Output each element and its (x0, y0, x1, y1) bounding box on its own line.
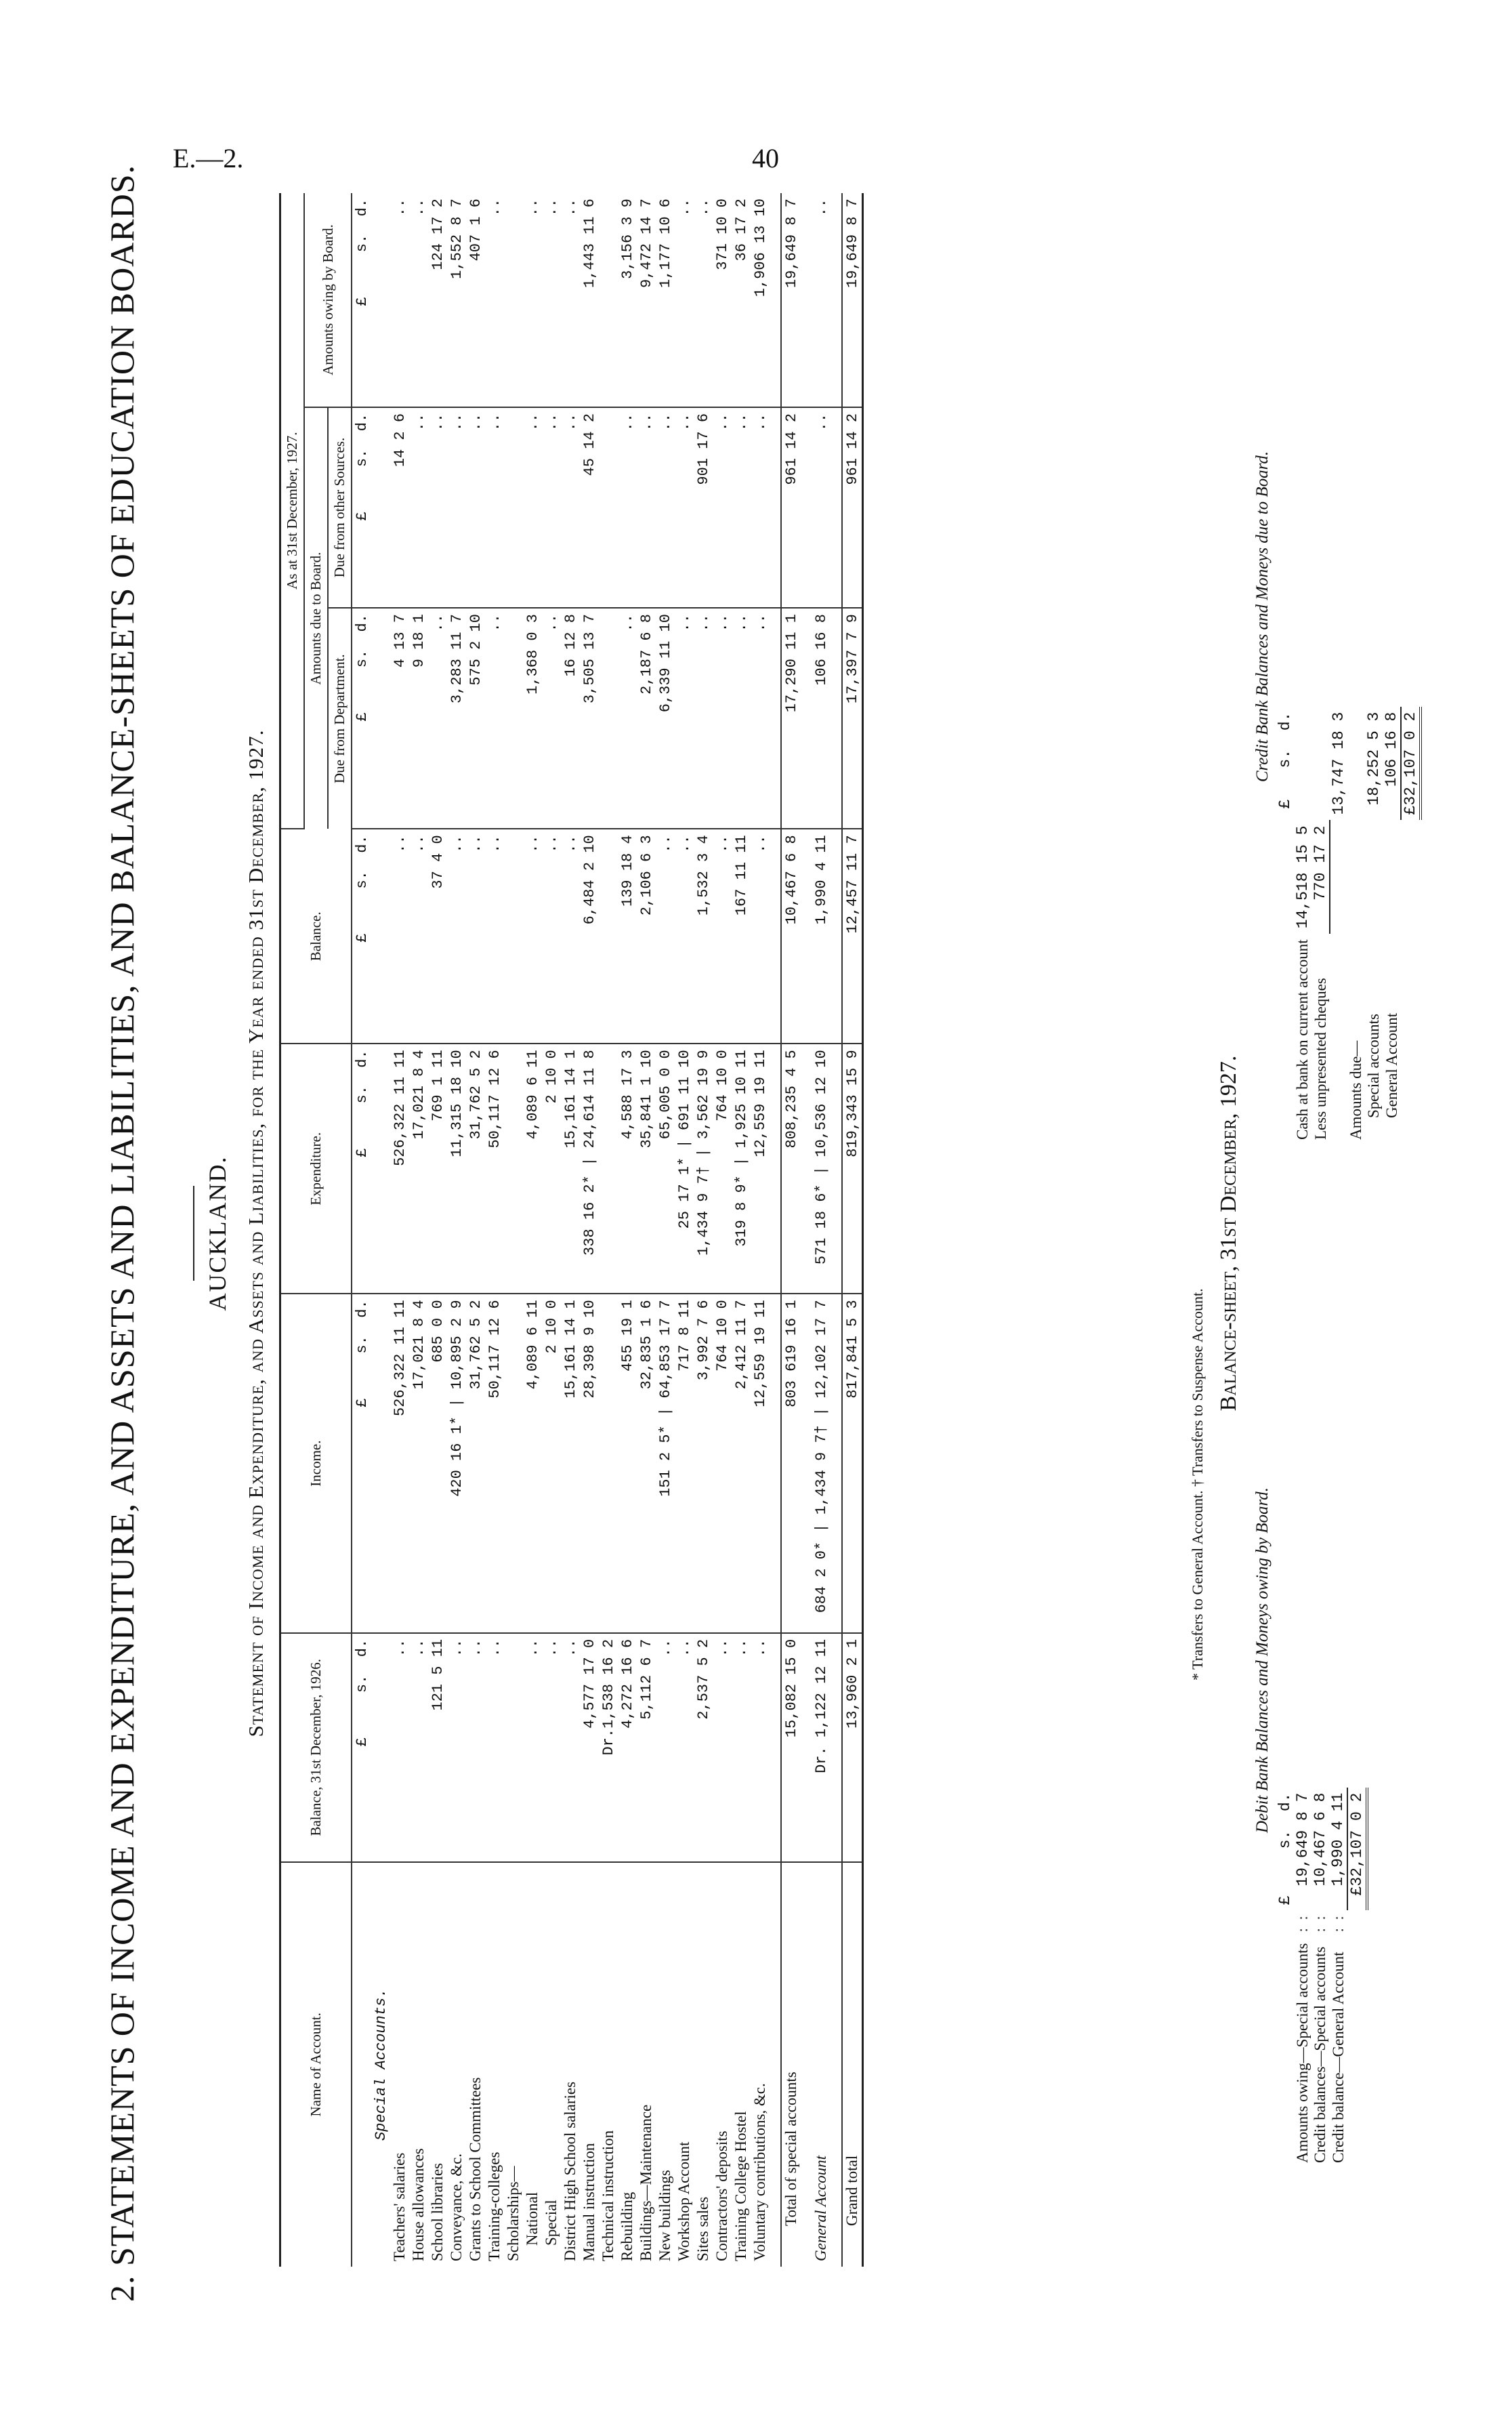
credit-special-label: Special accounts (1365, 1014, 1382, 1118)
cell-other: .. (637, 407, 656, 608)
cell-owe: .. (675, 193, 694, 407)
cell-owe: 1,906 13 10 (751, 193, 770, 407)
debit-heading: Debit Bank Balances and Moneys owing by Board. (1253, 1487, 1272, 1834)
cell-other: 901 17 6 (694, 407, 713, 608)
cell-exp: 526,322 11 11 (390, 1044, 409, 1294)
cell-dept: .. (732, 608, 751, 829)
cell-exp (599, 1044, 618, 1294)
credit-section (1253, 88, 1422, 1145)
spacer-row (831, 193, 842, 2267)
cell-bal: 6,484 2 10 (580, 829, 599, 1044)
cell-owe: .. (390, 193, 409, 407)
cell-dept: .. (428, 608, 447, 829)
cell-other: .. (523, 407, 542, 608)
cell-exp: 15,161 14 1 (561, 1044, 580, 1294)
cell-inc: 2 10 0 (542, 1294, 561, 1633)
debit-row: Amounts owing—Special accounts : : 19,649 8 7 (1294, 1788, 1311, 2168)
unit-label: £ s. d. (352, 1633, 371, 1862)
general-account-row (812, 193, 831, 2267)
cell-exp: 2 10 0 (542, 1044, 561, 1294)
table-row (485, 193, 504, 2267)
cell-exp: 1,434 9 7† | 3,562 19 9 (694, 1044, 713, 1294)
cell-b26: .. (732, 1633, 751, 1862)
page-reference: E.—2. (173, 143, 244, 173)
cell-dept: .. (694, 608, 713, 829)
cell-inc: 764 10 0 (713, 1294, 732, 1633)
table-row (732, 193, 751, 2267)
cell-inc (599, 1294, 618, 1633)
cell-inc: 4,089 6 11 (523, 1294, 542, 1633)
account-name: Training College Hostel (732, 2111, 749, 2261)
cell-owe: .. (523, 193, 542, 407)
cell-owe: 1,443 11 6 (580, 193, 599, 407)
cell-inc: 717 8 11 (675, 1294, 694, 1633)
cell-inc: 420 16 1* | 10,895 2 9 (447, 1294, 466, 1633)
cell-other: .. (656, 407, 675, 608)
section-row (371, 193, 390, 2267)
unit-label: £ s. d. (352, 1294, 371, 1633)
account-name: Voluntary contributions, &c. (751, 2083, 768, 2261)
account-name: National (524, 2191, 541, 2261)
cell-inc: 684 2 0* | 1,434 9 7† | 12,102 17 7 (812, 1294, 831, 1633)
credit-less-value: 770 17 2 (1311, 825, 1329, 901)
debit-row: Credit balances—Special accounts : : 10,467 6 8 (1311, 1788, 1329, 2168)
cell-other: .. (542, 407, 561, 608)
cell-inc: 31,762 5 2 (466, 1294, 485, 1633)
cell-dept: .. (485, 608, 504, 829)
debit-label: Credit balance—General Account (1329, 1952, 1347, 2163)
cell-bal: .. (542, 829, 561, 1044)
spacer-row (770, 193, 781, 2267)
cell-b26: .. (542, 1633, 561, 1862)
cell-b26: .. (466, 1633, 485, 1862)
cell-exp: 31,762 5 2 (466, 1044, 485, 1294)
account-name: Sites sales (694, 2196, 711, 2261)
cell-other: .. (409, 407, 428, 608)
cell-exp: 35,841 1 10 (637, 1044, 656, 1294)
cell-other: .. (561, 407, 580, 608)
cell-owe: 19,649 8 7 (781, 193, 801, 407)
debit-section (1253, 1152, 1368, 2168)
col-header-as-at: As at 31st December, 1927. (280, 193, 305, 829)
unit-label: £ s. d. (352, 193, 371, 407)
cell-bal: 1,990 4 11 (812, 829, 831, 1044)
table-row (409, 193, 428, 2267)
debit-value: 19,649 8 7 (1294, 1792, 1311, 1887)
cell-b26: Dr. 1,122 12 11 (812, 1633, 831, 1862)
cell-b26: 13,960 2 1 (842, 1633, 863, 1862)
footnote: * Transfers to General Account. † Transfers to Suspense Account. (1189, 1288, 1206, 1681)
cell-other: 961 14 2 (781, 407, 801, 608)
cell-owe: .. (485, 193, 504, 407)
col-header-due-other: Due from other Sources. (328, 407, 352, 608)
total-row (781, 193, 801, 2267)
col-header-due-dept: Due from Department. (328, 608, 352, 829)
table-row (694, 193, 713, 2267)
cell-inc (504, 1294, 523, 1633)
account-name: Workshop Account (675, 2141, 692, 2261)
cell-exp: 65,005 0 0 (656, 1044, 675, 1294)
cell-bal: .. (466, 829, 485, 1044)
cell-exp (504, 1044, 523, 1294)
cell-b26: 4,577 17 0 (580, 1633, 599, 1862)
cell-owe: 9,472 14 7 (637, 193, 656, 407)
accounts-table (279, 193, 864, 2267)
cell-inc: 685 0 0 (428, 1294, 447, 1633)
credit-net-value: 13,747 18 3 (1330, 712, 1347, 815)
debit-label: Amounts owing—Special accounts (1294, 1943, 1311, 2163)
cell-inc: 15,161 14 1 (561, 1294, 580, 1633)
cell-b26: .. (675, 1633, 694, 1862)
col-header-owing: Amounts owing by Board. (304, 193, 352, 407)
region-heading: AUCKLAND. (204, 1155, 231, 1311)
cell-b26: .. (561, 1633, 580, 1862)
cell-owe (504, 193, 523, 407)
spacer-row (801, 193, 812, 2267)
unit-label: £ s. d. (352, 407, 371, 608)
cell-owe (599, 193, 618, 407)
account-name: Total of special accounts (781, 1862, 801, 2267)
cell-other: 14 2 6 (390, 407, 409, 608)
cell-bal: .. (561, 829, 580, 1044)
cell-b26 (504, 1633, 523, 1862)
table-row (580, 193, 599, 2267)
account-name: Scholarships— (505, 2166, 522, 2261)
cell-dept: .. (618, 608, 637, 829)
main-title: 2. STATEMENTS OF INCOME AND EXPENDITURE, AND ASSETS AND LIABILITIES, AND BALANCE-SHEETS OF EDUCATION BOARDS. (103, 164, 141, 2303)
cell-other: .. (751, 407, 770, 608)
cell-b26: 2,537 5 2 (694, 1633, 713, 1862)
col-header-balance-1926: Balance, 31st December, 1926. (280, 1633, 352, 1862)
cell-b26: Dr.1,538 16 2 (599, 1633, 618, 1862)
credit-heading: Credit Bank Balances and Moneys due to Board. (1253, 451, 1272, 783)
cell-dept: 3,505 13 7 (580, 608, 599, 829)
col-header-due-to-board: Amounts due to Board. (304, 407, 328, 829)
table-row (618, 193, 637, 2267)
cell-bal: 37 4 0 (428, 829, 447, 1044)
cell-other: .. (812, 407, 831, 608)
table-row (599, 193, 618, 2267)
account-name: Special (543, 2200, 560, 2261)
table-row (466, 193, 485, 2267)
cell-inc: 817,841 5 3 (842, 1294, 863, 1633)
cell-owe: .. (694, 193, 713, 407)
cell-inc: 803 619 16 1 (781, 1294, 801, 1633)
cell-bal: .. (390, 829, 409, 1044)
cell-b26: 5,112 6 7 (637, 1633, 656, 1862)
cell-other: .. (675, 407, 694, 608)
units-row (352, 193, 371, 2267)
cell-exp: 11,315 18 10 (447, 1044, 466, 1294)
cell-other: .. (428, 407, 447, 608)
table-row (390, 193, 409, 2267)
cell-b26: .. (390, 1633, 409, 1862)
cell-other: 45 14 2 (580, 407, 599, 608)
cell-b26: .. (751, 1633, 770, 1862)
account-name: Contractors' deposits (713, 2130, 730, 2261)
cell-inc: 17,021 8 4 (409, 1294, 428, 1633)
cell-owe: 1,552 8 7 (447, 193, 466, 407)
table-row (561, 193, 580, 2267)
col-header-expenditure: Expenditure. (280, 1044, 352, 1294)
cell-owe: 3,156 3 9 (618, 193, 637, 407)
cell-exp: 12,559 19 11 (751, 1044, 770, 1294)
debit-value: 10,467 6 8 (1311, 1792, 1329, 1887)
cell-bal: .. (656, 829, 675, 1044)
cell-bal: 167 11 11 (732, 829, 751, 1044)
cell-b26: .. (656, 1633, 675, 1862)
col-header-account: Name of Account. (280, 1862, 352, 2267)
cell-b26: .. (523, 1633, 542, 1862)
cell-other: .. (485, 407, 504, 608)
cell-bal: .. (447, 829, 466, 1044)
cell-other: .. (447, 407, 466, 608)
cell-owe: 19,649 8 7 (842, 193, 863, 407)
statement-heading: Statement of Income and Expenditure, and Assets and Liabilities, for the Year ended 31st December, 1927. (244, 729, 268, 1737)
cell-dept (599, 608, 618, 829)
cell-dept: 17,290 11 1 (781, 608, 801, 829)
cell-bal (504, 829, 523, 1044)
grand-total-row (842, 193, 863, 2267)
balance-sheet-title: Balance-sheet, 31st December, 1927. (1216, 1055, 1241, 1411)
cell-exp: 764 10 0 (713, 1044, 732, 1294)
credit-general-value: 106 16 8 (1383, 712, 1400, 787)
cell-inc: 32,835 1 6 (637, 1294, 656, 1633)
cell-exp: 338 16 2* | 24,614 11 8 (580, 1044, 599, 1294)
debit-label: Credit balances—Special accounts (1311, 1946, 1328, 2163)
table-row (656, 193, 675, 2267)
rotated-page-content (102, 75, 1456, 2392)
credit-cash-label: Cash at bank on current account (1294, 939, 1311, 1140)
debit-table (1276, 1788, 1368, 2168)
cell-dept: 9 18 1 (409, 608, 428, 829)
accounts-body (352, 193, 863, 2267)
cell-dept: 16 12 8 (561, 608, 580, 829)
table-row (428, 193, 447, 2267)
cell-dept: 1,368 0 3 (523, 608, 542, 829)
account-name: Technical instruction (600, 2130, 616, 2261)
cell-bal: .. (751, 829, 770, 1044)
cell-owe: 407 1 6 (466, 193, 485, 407)
table-row (713, 193, 732, 2267)
cell-owe: 371 10 0 (713, 193, 732, 407)
cell-dept: 106 16 8 (812, 608, 831, 829)
cell-b26: .. (713, 1633, 732, 1862)
account-name: Manual instruction (581, 2143, 597, 2261)
table-row (542, 193, 561, 2267)
cell-bal: .. (409, 829, 428, 1044)
account-name: Buildings—Maintenance (637, 2104, 654, 2261)
cell-other: .. (466, 407, 485, 608)
cell-exp: 819,343 15 9 (842, 1044, 863, 1294)
cell-exp: 25 17 1* | 691 11 10 (675, 1044, 694, 1294)
table-row (523, 193, 542, 2267)
cell-dept: .. (713, 608, 732, 829)
cell-inc: 28,398 9 10 (580, 1294, 599, 1633)
account-name: Training-colleges (486, 2151, 503, 2261)
cell-bal: 12,457 11 7 (842, 829, 863, 1044)
cell-dept: 6,339 11 10 (656, 608, 675, 829)
credit-total: £32,107 0 2 (1401, 707, 1421, 821)
table-row (637, 193, 656, 2267)
cell-dept: .. (675, 608, 694, 829)
cell-dept: .. (542, 608, 561, 829)
cell-bal: .. (713, 829, 732, 1044)
unit-label: £ s. d. (352, 1044, 371, 1294)
table-row (675, 193, 694, 2267)
debit-value: 1,990 4 11 (1329, 1792, 1347, 1887)
cell-other: .. (618, 407, 637, 608)
cell-owe: 124 17 2 (428, 193, 447, 407)
account-name: Grants to School Committees (467, 2077, 484, 2261)
account-name: Rebuilding (618, 2191, 635, 2261)
cell-bal: .. (485, 829, 504, 1044)
cell-exp: 571 18 6* | 10,536 12 10 (812, 1044, 831, 1294)
cell-inc: 3,992 7 6 (694, 1294, 713, 1633)
cell-inc: 151 2 5* | 64,853 17 7 (656, 1294, 675, 1633)
cell-dept (504, 608, 523, 829)
col-header-balance: Balance. (280, 829, 352, 1044)
account-name: School libraries (429, 2163, 446, 2261)
account-name: Teachers' salaries (391, 2152, 408, 2261)
cell-b26: 4,272 16 6 (618, 1633, 637, 1862)
unit-sd: s. d. (1276, 712, 1294, 768)
cell-dept: 4 13 7 (390, 608, 409, 829)
table-row (751, 193, 770, 2267)
unit-label: £ s. d. (352, 829, 371, 1044)
account-name: Conveyance, &c. (448, 2153, 465, 2261)
cell-owe: 36 17 2 (732, 193, 751, 407)
account-name: New buildings (656, 2170, 673, 2261)
table-row (504, 193, 523, 2267)
credit-general-label: General Account (1383, 1012, 1400, 1118)
cell-bal: 10,467 6 8 (781, 829, 801, 1044)
credit-special-value: 18,252 5 3 (1365, 712, 1383, 806)
credit-cash-value: 14,518 15 5 (1294, 825, 1311, 929)
table-row (447, 193, 466, 2267)
cell-exp: 4,588 17 3 (618, 1044, 637, 1294)
account-name: General Account (812, 2155, 829, 2261)
unit-lsd: £ s. d. (1276, 1792, 1294, 1905)
cell-dept: 575 2 10 (466, 608, 485, 829)
cell-dept: 2,187 6 8 (637, 608, 656, 829)
cell-owe: 1,177 10 6 (656, 193, 675, 407)
credit-less-label: Less unpresented cheques (1311, 978, 1329, 1140)
cell-exp: 4,089 6 11 (523, 1044, 542, 1294)
credit-table (1276, 707, 1422, 1145)
cell-bal: 139 18 4 (618, 829, 637, 1044)
cell-owe: .. (812, 193, 831, 407)
cell-dept: .. (751, 608, 770, 829)
col-header-income: Income. (280, 1294, 352, 1633)
account-name: District High School salaries (562, 2081, 579, 2261)
debit-total: £32,107 0 2 (1347, 1788, 1367, 1911)
cell-other: .. (732, 407, 751, 608)
cell-exp: 808,235 4 5 (781, 1044, 801, 1294)
cell-other (599, 407, 618, 608)
cell-bal: .. (523, 829, 542, 1044)
account-name: House allowances (410, 2148, 427, 2261)
cell-owe: .. (409, 193, 428, 407)
cell-inc: 2,412 11 7 (732, 1294, 751, 1633)
cell-b26: .. (409, 1633, 428, 1862)
cell-bal (599, 829, 618, 1044)
cell-other: .. (713, 407, 732, 608)
cell-inc: 455 19 1 (618, 1294, 637, 1633)
cell-bal: 2,106 6 3 (637, 829, 656, 1044)
unit-label: £ s. d. (352, 608, 371, 829)
cell-exp: 769 1 11 (428, 1044, 447, 1294)
cell-b26: .. (447, 1633, 466, 1862)
credit-due-label: Amounts due— (1347, 1040, 1364, 1140)
cell-b26: 121 5 11 (428, 1633, 447, 1862)
section-label: Special Accounts. (372, 1988, 390, 2141)
cell-exp: 17,021 8 4 (409, 1044, 428, 1294)
cell-bal: 1,532 3 4 (694, 829, 713, 1044)
cell-dept: 17,397 7 9 (842, 608, 863, 829)
cell-owe: .. (542, 193, 561, 407)
cell-inc: 12,559 19 11 (751, 1294, 770, 1633)
cell-inc: 526,322 11 11 (390, 1294, 409, 1633)
cell-exp: 319 8 9* | 1,925 10 11 (732, 1044, 751, 1294)
cell-other (504, 407, 523, 608)
cell-b26: .. (485, 1633, 504, 1862)
cell-inc: 50,117 12 6 (485, 1294, 504, 1633)
cell-owe: .. (561, 193, 580, 407)
cell-dept: 3,283 11 7 (447, 608, 466, 829)
account-name: Grand total (842, 1862, 863, 2267)
cell-b26: 15,082 15 0 (781, 1633, 801, 1862)
cell-exp: 50,117 12 6 (485, 1044, 504, 1294)
title-rule (193, 1186, 194, 1281)
page-number: 40 (752, 143, 779, 173)
unit-pound: £ (1276, 799, 1294, 809)
cell-bal: .. (675, 829, 694, 1044)
cell-other: 961 14 2 (842, 407, 863, 608)
debit-row: Credit balance—General Account : : 1,990 4 11 (1329, 1788, 1347, 2168)
